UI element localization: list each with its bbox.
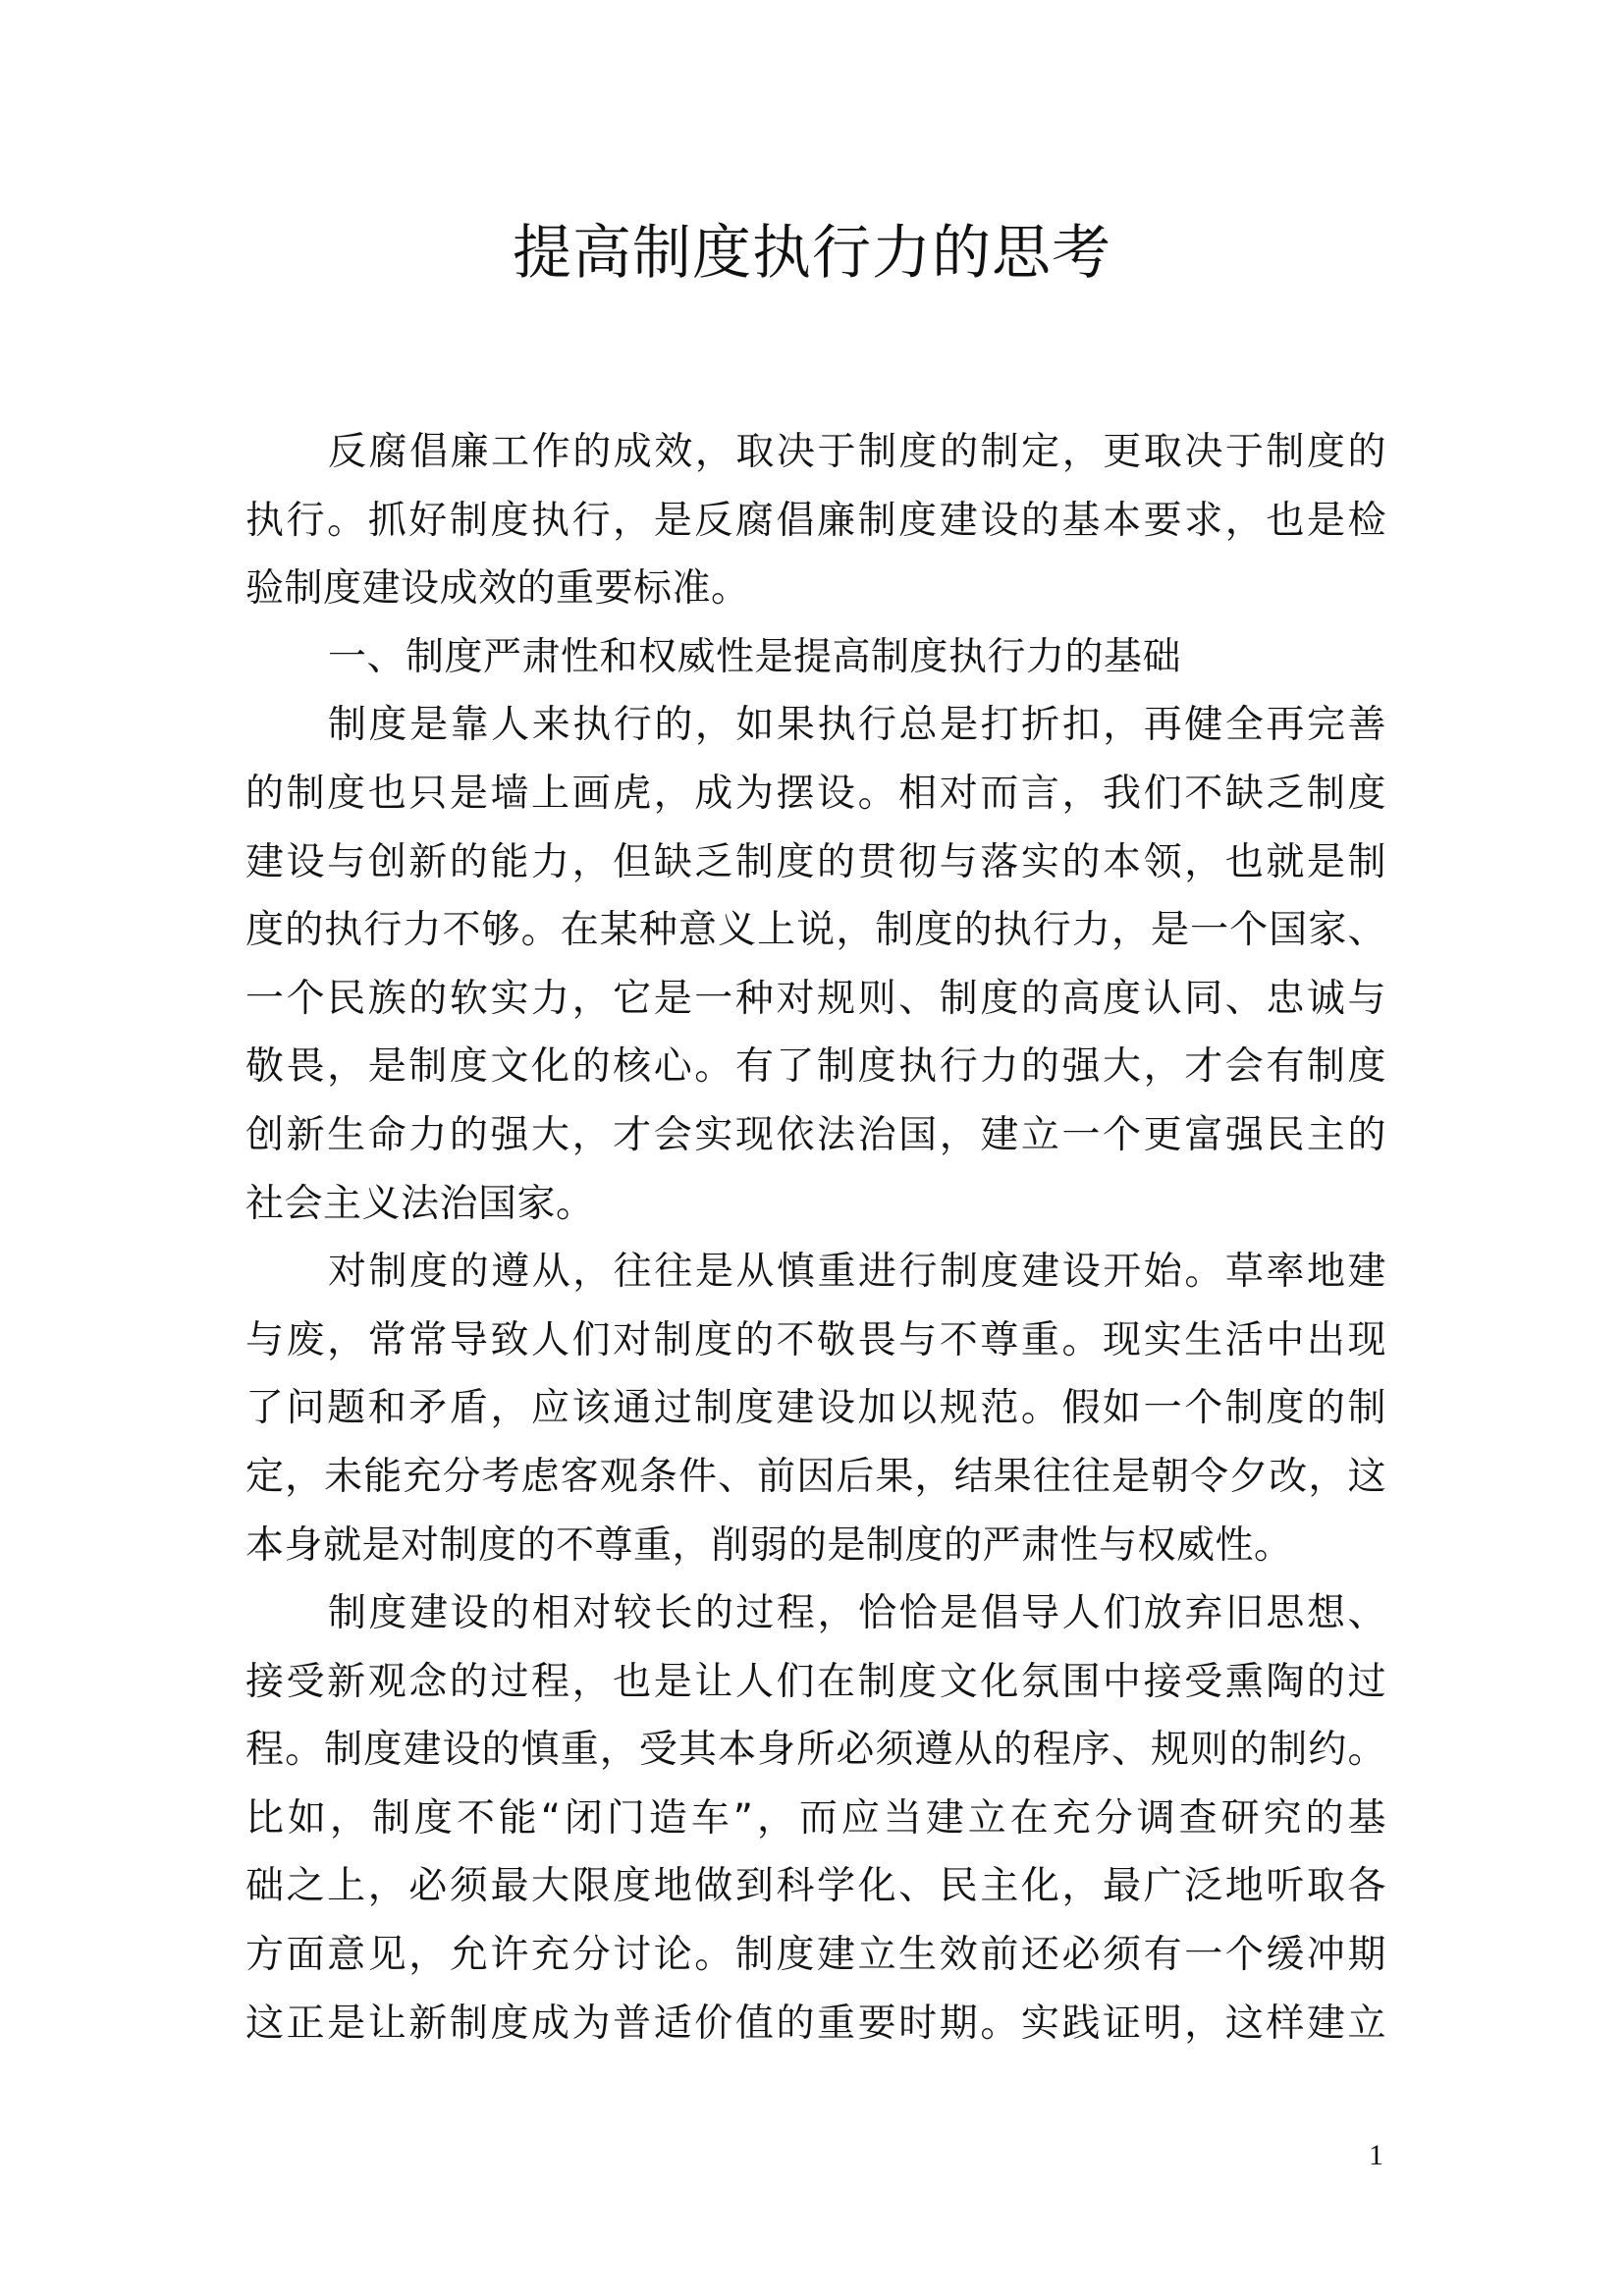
body-line: 一个民族的软实力，它是一种对规则、制度的高度认同、忠诚与 <box>245 976 1386 1021</box>
body-line: 反腐倡廉工作的成效，取决于制度的制定，更取决于制度的 <box>328 430 1386 474</box>
body-line: 社会主义法治国家。 <box>245 1181 595 1226</box>
body-line: 制度建设的相对较长的过程，恰恰是倡导人们放弃旧思想、 <box>328 1591 1386 1636</box>
body-line: 与废，常常导致人们对制度的不敬畏与不尊重。现实生活中出现 <box>245 1317 1386 1362</box>
body-line: 对制度的遵从，往往是从慎重进行制度建设开始。草率地建 <box>328 1250 1386 1295</box>
body-line: 础之上，必须最大限度地做到科学化、民主化，最广泛地听取各 <box>245 1864 1386 1909</box>
body-line: 了问题和矛盾，应该通过制度建设加以规范。假如一个制度的制 <box>245 1386 1386 1431</box>
body-line: 制度是靠人来执行的，如果执行总是打折扣，再健全再完善 <box>328 703 1386 748</box>
body-line: 方面意见，允许充分讨论。制度建立生效前还必须有一个缓冲期 <box>245 1933 1386 1978</box>
body-line: 一、制度严肃性和权威性是提高制度执行力的基础 <box>328 634 1182 679</box>
document-body <box>245 418 1386 2057</box>
body-line: 验制度建设成效的重要标准。 <box>245 566 750 612</box>
body-line: 这正是让新制度成为普适价值的重要时期。实践证明，这样建立 <box>245 2001 1386 2046</box>
body-line: 度的执行力不够。在某种意义上说，制度的执行力，是一个国家、 <box>245 908 1386 953</box>
body-line: 程。制度建设的慎重，受其本身所必须遵从的程序、规则的制约。 <box>245 1728 1386 1773</box>
body-line: 的制度也只是墙上画虎，成为摆设。相对而言，我们不缺乏制度 <box>245 771 1386 816</box>
body-line: 执行。抓好制度执行，是反腐倡廉制度建设的基本要求，也是检 <box>245 498 1386 543</box>
body-line: 建设与创新的能力，但缺乏制度的贯彻与落实的本领，也就是制 <box>245 839 1386 884</box>
body-line: 定，未能充分考虑客观条件、前因后果，结果往往是朝令夕改，这 <box>245 1454 1386 1499</box>
document-title: 提高制度执行力的思考 <box>513 219 1111 288</box>
body-line: 创新生命力的强大，才会实现依法治国，建立一个更富强民主的 <box>245 1112 1386 1157</box>
body-line: 敬畏，是制度文化的核心。有了制度执行力的强大，才会有制度 <box>245 1044 1386 1090</box>
body-line: 比如，制度不能“闭门造车”，而应当建立在充分调查研究的基 <box>245 1795 1386 1841</box>
body-line: 接受新观念的过程，也是让人们在制度文化氛围中接受熏陶的过 <box>245 1659 1386 1704</box>
page-number: 1 <box>1369 2139 1383 2171</box>
body-line: 本身就是对制度的不尊重，削弱的是制度的严肃性与权威性。 <box>245 1522 1293 1568</box>
